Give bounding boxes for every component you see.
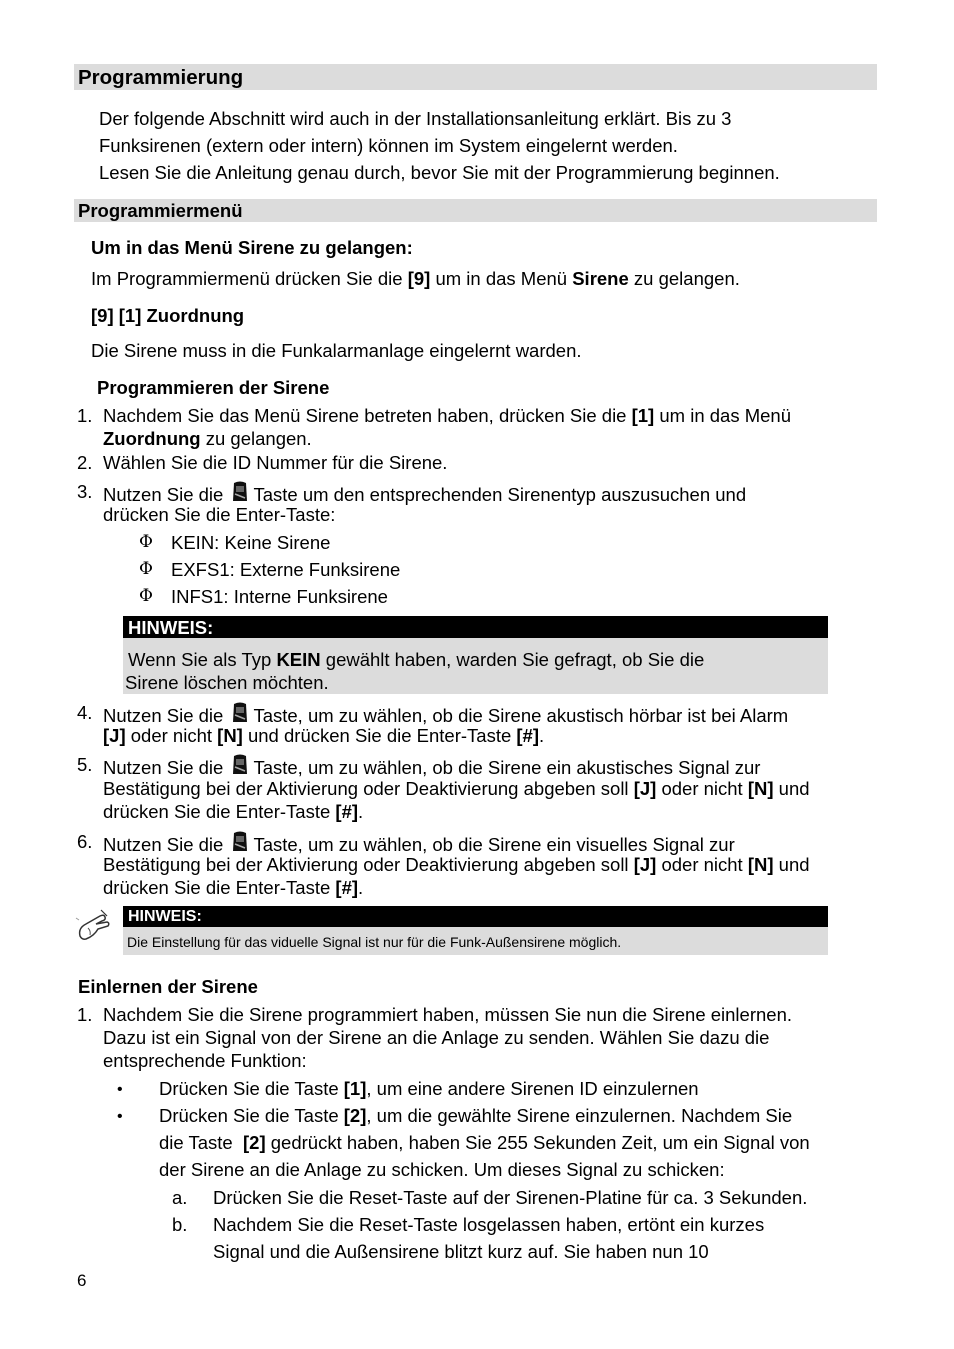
step-number: 2. [77,452,93,473]
step-6-line-2: Bestätigung bei der Aktivierung oder Deaktivierung abgeben soll [J] oder nicht [N] und [103,854,810,875]
step-3-line-1: Nutzen Sie die Taste um den entsprechenden Sirenentyp auszusuchen und [103,480,746,506]
key-button-icon [230,830,250,854]
step-1-line-2: Zuordnung zu gelangen. [103,428,312,449]
sub-item-marker: a. [172,1187,188,1208]
step-number: 6. [77,831,93,852]
step-number: 3. [77,481,93,502]
step-number: 1. [77,1004,93,1025]
type-infs1: INFS1: Interne Funksirene [171,586,388,607]
menu-heading: Um in das Menü Sirene zu gelangen: [91,237,413,258]
phi-bullet: Φ [139,532,153,552]
step-5-line-2: Bestätigung bei der Aktivierung oder Deaktivierung abgeben soll [J] oder nicht [N] und [103,778,810,799]
intro-line-2: Funksirenen (extern oder intern) können im System eingelernt werden. [99,135,678,156]
step-2-text: Wählen Sie die ID Nummer für die Sirene. [103,452,448,473]
step-number: 4. [77,702,93,723]
key-button-icon [230,753,250,777]
step-3-line-2: drücken Sie die Enter-Taste: [103,504,336,525]
sub-item-b-line-2: Signal und die Außensirene blitzt kurz auf. Sie haben nun 10 [213,1241,709,1262]
step-4-line-2: [J] oder nicht [N] und drücken Sie die Enter-Taste [#]. [103,725,545,746]
menu-text: Im Programmiermenü drücken Sie die [9] um in das Menü Sirene zu gelangen. [91,268,740,289]
learn-heading: Einlernen der Sirene [78,976,258,997]
note-2-body [123,927,828,955]
note-1-body [123,638,828,694]
note-2-text: Die Einstellung für das viduelle Signal ist nur für die Funk-Außensirene möglich. [127,934,622,950]
pointing-hand-icon [74,906,114,946]
key-button-icon [230,480,250,504]
page-number: 6 [77,1271,87,1290]
bullet-dot: • [117,1081,123,1098]
section-title-bar [74,64,877,90]
note-1-line-2: Sirene löschen möchten. [125,672,329,693]
note-2-header [123,906,828,927]
type-exfs1: EXFS1: Externe Funksirene [171,559,401,580]
prog-heading: Programmieren der Sirene [97,377,330,398]
step-6-line-3: drücken Sie die Enter-Taste [#]. [103,877,364,898]
intro-line-1: Der folgende Abschnitt wird auch in der Installationsanleitung erklärt. Bis zu 3 [99,108,732,129]
step-5-line-1: Nutzen Sie die Taste, um zu wählen, ob die Sirene ein akustisches Signal zur [103,753,760,779]
learn-line-1: Nachdem Sie die Sirene programmiert haben, müssen Sie nun die Sirene einlernen. [103,1004,792,1025]
learn-bullet-2-line-3: der Sirene an die Anlage zu schicken. Um dieses Signal zu schicken: [159,1159,725,1180]
subsection-title: Programmiermenü [78,200,243,221]
sub-item-marker: b. [172,1214,188,1235]
bullet-dot: • [117,1108,123,1125]
step-6-line-1: Nutzen Sie die Taste, um zu wählen, ob die Sirene ein visuelles Signal zur [103,830,735,856]
note-1-title: HINWEIS: [128,617,214,638]
step-number: 1. [77,405,93,426]
sub-item-a: Drücken Sie die Reset-Taste auf der Sirenen-Platine für ca. 3 Sekunden. [213,1187,808,1208]
phi-bullet: Φ [139,559,153,579]
learn-line-2: Dazu ist ein Signal von der Sirene an die Anlage zu senden. Wählen Sie dazu die [103,1027,770,1048]
zuordnung-text: Die Sirene muss in die Funkalarmanlage eingelernt warden. [91,340,582,361]
phi-bullet: Φ [139,586,153,606]
note-2-title: HINWEIS: [128,908,202,925]
note-1-line-1: Wenn Sie als Typ KEIN gewählt haben, warden Sie gefragt, ob Sie die [128,649,705,670]
intro-line-3: Lesen Sie die Anleitung genau durch, bevor Sie mit der Programmierung beginnen. [99,162,780,183]
subsection-title-bar [74,199,877,222]
sub-item-b-line-1: Nachdem Sie die Reset-Taste losgelassen haben, ertönt ein kurzes [213,1214,765,1235]
learn-bullet-1: Drücken Sie die Taste [1], um eine andere Sirenen ID einzulernen [159,1078,699,1099]
section-title: Programmierung [78,66,244,89]
step-5-line-3: drücken Sie die Enter-Taste [#]. [103,801,364,822]
learn-bullet-2-line-2: die Taste [2] gedrückt haben, haben Sie 255 Sekunden Zeit, um ein Signal von [159,1132,810,1153]
learn-bullet-2-line-1: Drücken Sie die Taste [2], um die gewählte Sirene einzulernen. Nachdem Sie [159,1105,793,1126]
step-4-line-1: Nutzen Sie die Taste, um zu wählen, ob die Sirene akustisch hörbar ist bei Alarm [103,701,788,727]
note-1-header [123,616,828,638]
type-kein: KEIN: Keine Sirene [171,532,331,553]
learn-line-3: entsprechende Funktion: [103,1050,307,1071]
key-button-icon [230,701,250,725]
step-number: 5. [77,754,93,775]
zuordnung-heading: [9] [1] Zuordnung [91,305,245,326]
step-1-line-1: Nachdem Sie das Menü Sirene betreten haben, drücken Sie die [1] um in das Menü [103,405,791,426]
